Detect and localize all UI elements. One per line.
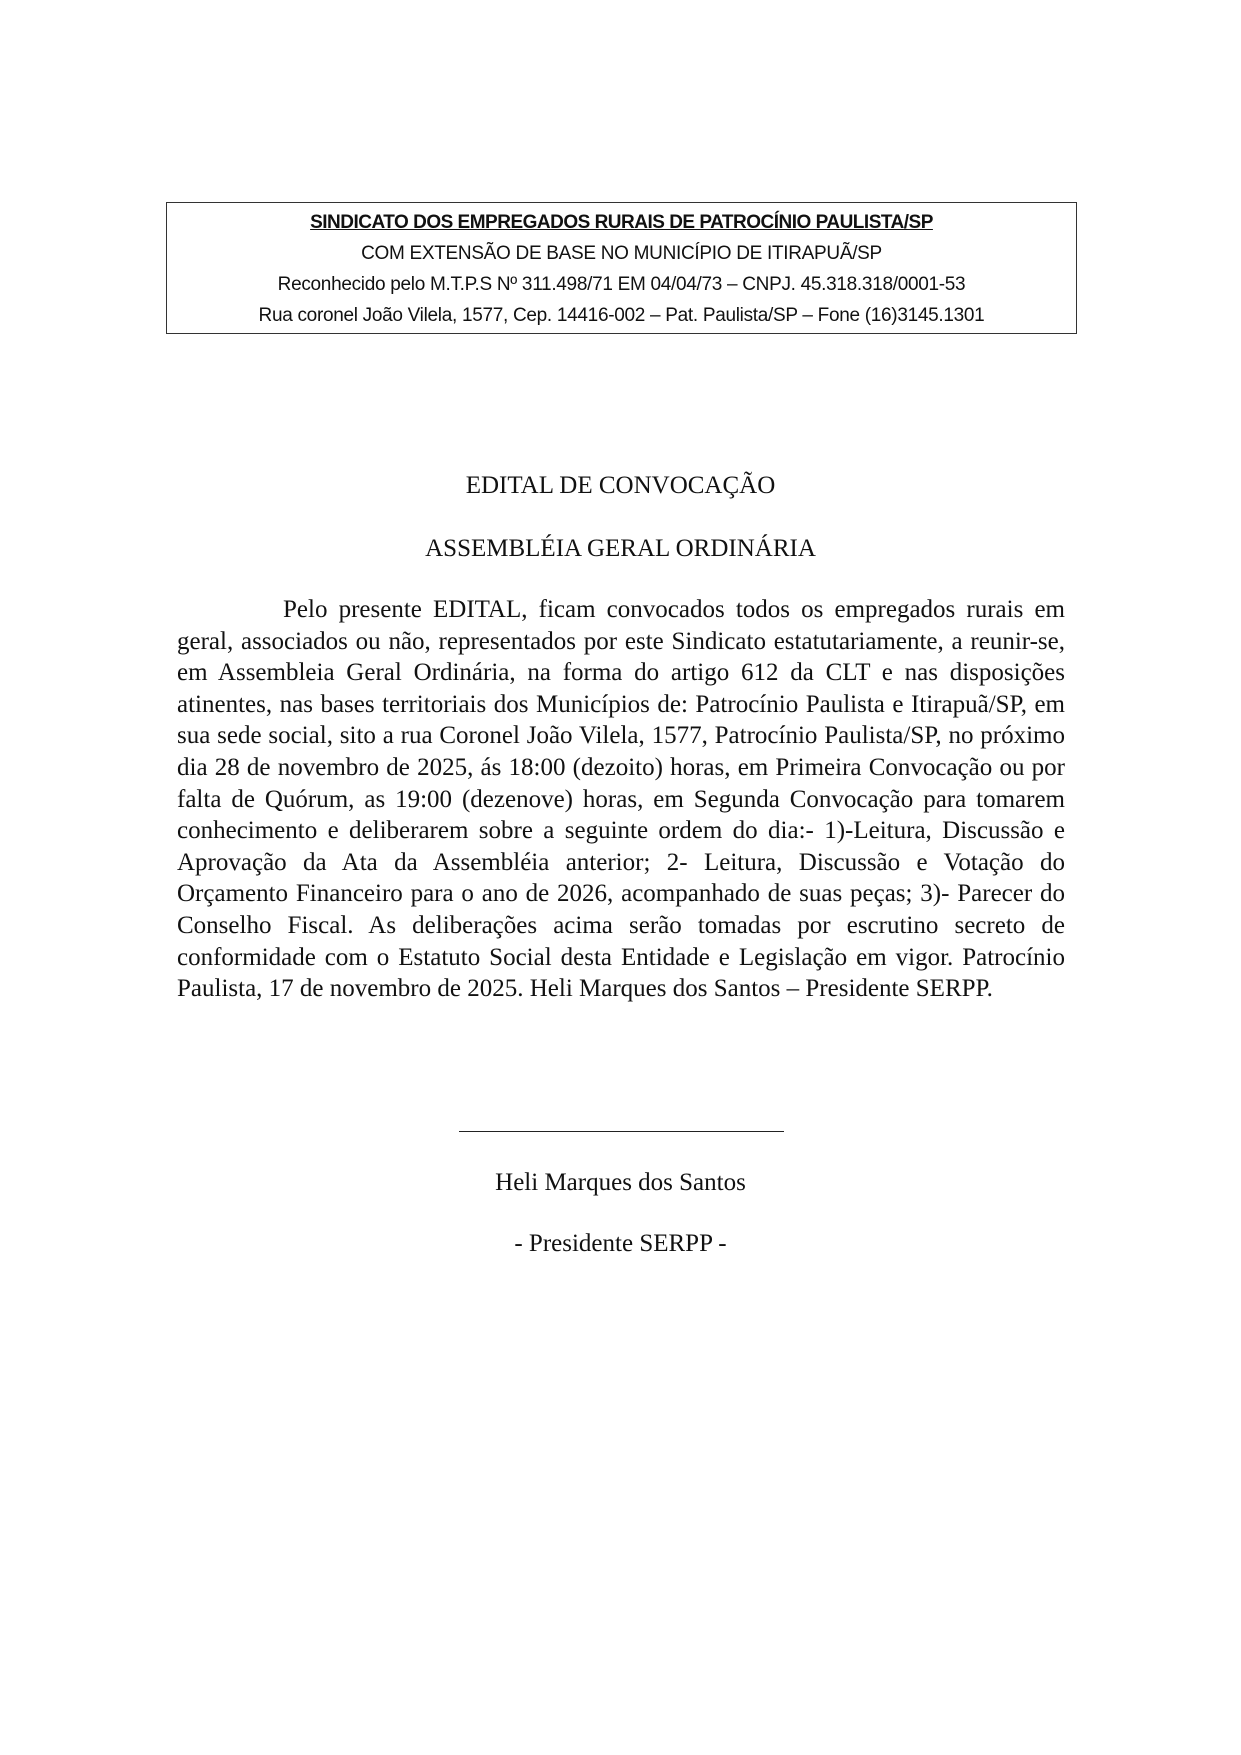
- signatory-role: - Presidente SERPP -: [514, 1230, 727, 1257]
- letterhead-box: [166, 202, 1077, 334]
- document-title: EDITAL DE CONVOCAÇÃO: [465, 472, 776, 499]
- union-name: SINDICATO DOS EMPREGADOS RURAIS DE PATROCÍNIO PAULISTA/SP: [310, 212, 933, 233]
- signatory-name: Heli Marques dos Santos: [495, 1169, 746, 1196]
- registration-info: Reconhecido pelo M.T.P.S Nº 311.498/71 EM 04/04/73 – CNPJ. 45.318.318/0001-53: [277, 274, 966, 295]
- address-info: Rua coronel João Vilela, 1577, Cep. 14416-002 – Pat. Paulista/SP – Fone (16)3145.1301: [258, 305, 985, 326]
- body-paragraph: Pelo presente EDITAL, ficam convocados todos os empregados rurais em geral, associados ou não, representados por este Sindicato estatutariamente, a reunir-se, em Assembleia Geral Ordinária, na forma do artigo 612 da CLT e nas disposições atinentes, nas bases territoriais dos Municípios de: Patrocínio Paulista e Itirapuã/SP, em sua sede social, sito a rua Coronel João Vilela, 1577, Patrocínio Paulista/SP, no próximo dia 28 de novembro de 2025, ás 18:00 (dezoito) horas, em Primeira Convocação ou por falta de Quórum, as 19:00 (dezenove) horas, em Segunda Convocação para tomarem conhecimento e deliberarem sobre a seguinte ordem do dia:- 1)-Leitura, Discussão e Aprovação da Ata da Assembléia anterior; 2- Leitura, Discussão e Votação do Orçamento Financeiro para o ano de 2026, acompanhado de suas peças; 3)- Parecer do Conselho Fiscal. As deliberações acima serão tomadas por escrutino secreto de conformidade com o Estatuto Social desta Entidade e Legislação em vigor. Patrocínio Paulista, 17 de novembro de 2025. Heli Marques dos Santos – Presidente SERPP.: [177, 596, 1065, 1003]
- base-extension: COM EXTENSÃO DE BASE NO MUNICÍPIO DE ITIRAPUÃ/SP: [361, 243, 882, 264]
- document-body: [177, 594, 1065, 1005]
- document-subtitle: ASSEMBLÉIA GERAL ORDINÁRIA: [425, 535, 816, 562]
- signature-line: [459, 1131, 784, 1132]
